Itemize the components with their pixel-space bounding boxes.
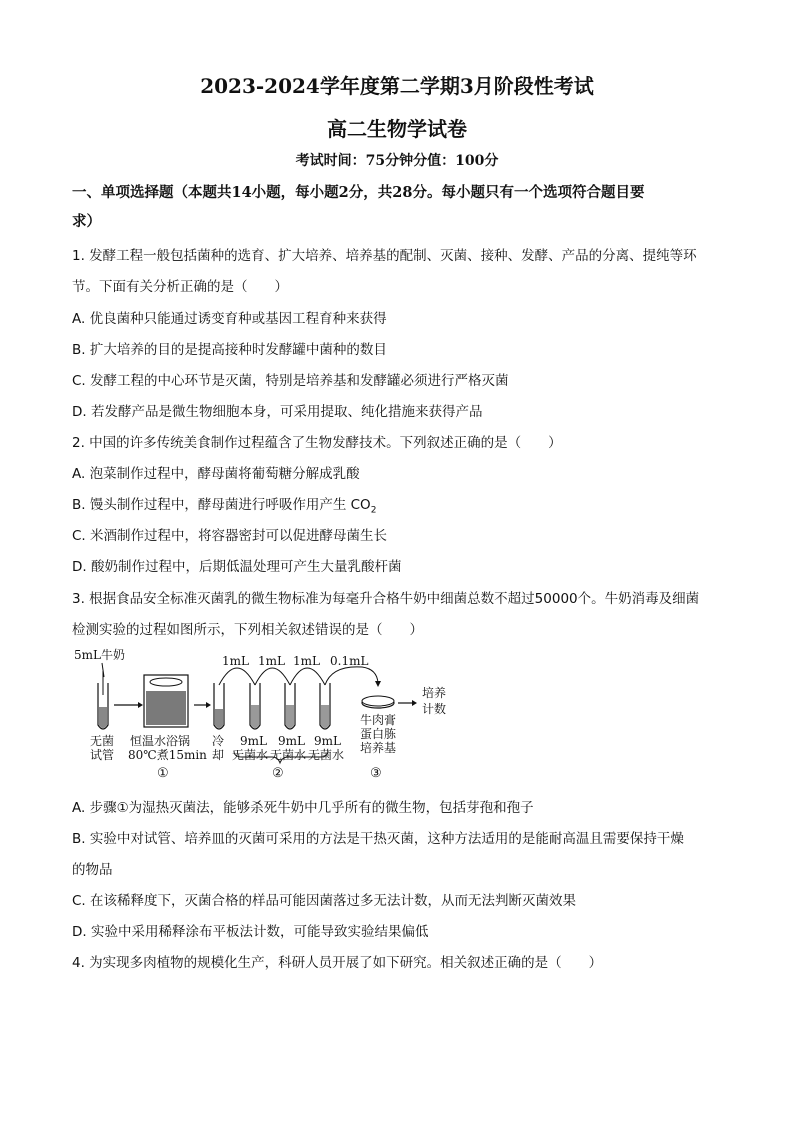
q1-option-c: C. 发酵工程的中心环节是灭菌，特别是培养基和发酵罐必须进行严格灭菌 <box>72 373 509 389</box>
fig-cool-2: 却 <box>212 748 225 762</box>
fig-arrow-2-head <box>206 702 211 708</box>
section-heading-line2: 求） <box>72 213 101 230</box>
fig-water-vol-1: 9mL <box>240 734 267 748</box>
q1-stem-line1: 1. 发酵工程一般包括菌种的选育、扩大培养、培养基的配制、灭菌、接种、发酵、产品的分离、提纯等环 <box>72 248 697 264</box>
fig-count-line1: 培养 <box>422 686 447 700</box>
exam-subtitle: 高二生物学试卷 <box>327 117 467 141</box>
fig-bath-label-1: 恒温水浴锅 <box>130 734 191 748</box>
fig-transfer-arc-1 <box>219 668 255 685</box>
fig-tube-label-1: 无菌 <box>90 734 115 748</box>
q1-option-d: D. 若发酵产品是微生物细胞本身，可采用提取、纯化措施来获得产品 <box>72 404 483 420</box>
q3-option-d: D. 实验中采用稀释涂布平板法计数，可能导致实验结果偏低 <box>72 924 429 940</box>
q1-stem-line2: 节。下面有关分析正确的是（ ） <box>72 279 288 295</box>
q2-option-b-subscript: 2 <box>370 505 377 516</box>
fig-transfer-arc-4 <box>325 667 378 685</box>
fig-milk-label: 5mL牛奶 <box>74 648 125 662</box>
exam-title: 2023-2024学年度第二学期3月阶段性考试 <box>200 74 594 98</box>
q3-option-b-line2: 的物品 <box>72 862 113 878</box>
fig-arrow-1-head <box>138 702 143 708</box>
q2-option-c: C. 米酒制作过程中，将容器密封可以促进酵母菌生长 <box>72 528 388 544</box>
fig-water-vol-2: 9mL <box>278 734 305 748</box>
q3-option-b-line1: B. 实验中对试管、培养皿的灭菌可采用的方法是干热灭菌，这种方法适用的是能耐高温且需要保持干燥 <box>72 831 684 847</box>
fig-tube-label-2: 试管 <box>90 748 115 762</box>
fig-medium-line2: 蛋白胨 <box>360 727 397 741</box>
fig-transfer-arc-3 <box>290 668 325 685</box>
fig-step-2: ② <box>272 766 284 781</box>
fig-medium-line1: 牛肉膏 <box>360 713 397 727</box>
fig-cooled-tube <box>214 683 224 729</box>
fig-count-line2: 计数 <box>422 702 447 716</box>
fig-petri-dish <box>362 696 394 708</box>
section-heading-line1: 一、单项选择题（本题共14小题，每小题2分，共28分。每小题只有一个选项符合题目要 <box>72 184 645 201</box>
fig-transfer-3: 1mL <box>293 654 320 668</box>
section-heading <box>72 178 732 236</box>
q1-option-b: B. 扩大培养的目的是提高接种时发酵罐中菌种的数目 <box>72 342 387 358</box>
fig-transfer-1: 1mL <box>222 654 249 668</box>
milk-sterilization-diagram <box>72 645 462 765</box>
fig-transfer-4: 0.1mL <box>330 654 369 668</box>
fig-water-bath <box>144 675 188 727</box>
fig-bath-label-2: 80℃煮15min <box>128 748 207 762</box>
q4-stem: 4. 为实现多肉植物的规模化生产，科研人员开展了如下研究。相关叙述正确的是（ ） <box>72 955 603 971</box>
q3-option-a: A. 步骤①为湿热灭菌法，能够杀死牛奶中几乎所有的微生物，包括芽孢和孢子 <box>72 800 534 816</box>
q2-option-b <box>72 493 376 516</box>
q2-option-d: D. 酸奶制作过程中，后期低温处理可产生大量乳酸杆菌 <box>72 559 402 575</box>
q3-stem-line1: 3. 根据食品安全标准灭菌乳的微生物标准为每毫升合格牛奶中细菌总数不超过50000个。牛奶消毒及细菌 <box>72 591 700 607</box>
q2-option-a: A. 泡菜制作过程中，酵母菌将葡萄糖分解成乳酸 <box>72 466 360 482</box>
fig-dilution-tube-1 <box>250 683 260 729</box>
fig-transfer-arc-2 <box>255 668 290 685</box>
q3-stem-line2: 检测实验的过程如图所示，下列相关叙述错误的是（ ） <box>72 622 423 638</box>
exam-info: 考试时间：75分钟分值：100分 <box>295 153 499 169</box>
q2-stem: 2. 中国的许多传统美食制作过程蕴含了生物发酵技术。下列叙述正确的是（ ） <box>72 435 562 451</box>
fig-medium-line3: 培养基 <box>360 741 397 755</box>
q2-option-b-text: B. 馒头制作过程中，酵母菌进行呼吸作用产生 CO <box>72 497 371 513</box>
fig-transfer-arrowhead <box>375 681 381 687</box>
fig-cool-1: 冷 <box>212 734 225 748</box>
fig-arrow-3-head <box>412 700 417 706</box>
fig-transfer-2: 1mL <box>258 654 285 668</box>
q3-option-c: C. 在该稀释度下，灭菌合格的样品可能因菌落过多无法计数，从而无法判断灭菌效果 <box>72 893 577 909</box>
fig-water-vol-3: 9mL <box>314 734 341 748</box>
fig-sterile-tube <box>98 671 108 729</box>
fig-dilution-tube-3 <box>320 683 330 729</box>
fig-dilution-tube-2 <box>285 683 295 729</box>
q1-option-a: A. 优良菌种只能通过诱变育种或基因工程育种来获得 <box>72 311 387 327</box>
fig-water-label-1: 无菌水 <box>232 748 269 762</box>
fig-water-label-3: 无菌水 <box>308 748 345 762</box>
fig-step-1: ① <box>157 766 169 781</box>
fig-step-3: ③ <box>370 766 382 781</box>
fig-water-label-2: 无菌水 <box>270 748 307 762</box>
